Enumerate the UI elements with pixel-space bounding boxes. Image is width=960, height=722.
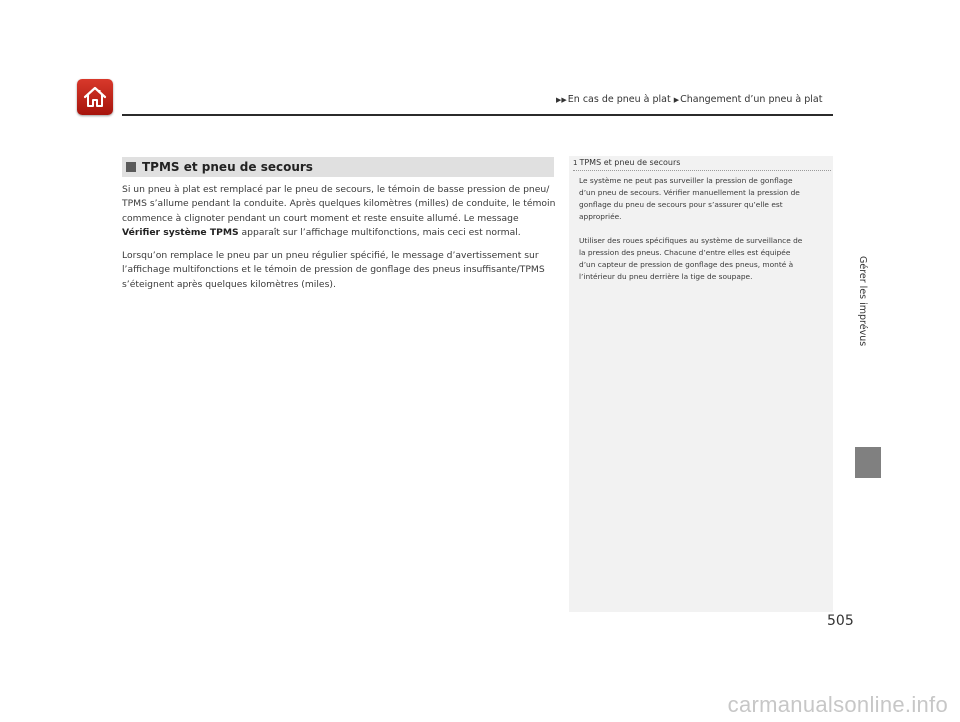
sidebar-divider [573, 170, 831, 171]
breadcrumb-arrow-icon: ▶ [673, 95, 680, 104]
breadcrumb-arrow-icon: ▶▶ [556, 95, 567, 104]
sidebar-heading [573, 158, 680, 167]
home-icon [82, 85, 108, 109]
body-paragraph [122, 183, 558, 241]
sidebar-heading-text: TPMS et pneu de secours [579, 158, 681, 167]
sidebar-paragraph: Utiliser des roues spécifiques au système de surveillance de la pression des pneus. Chacune d’entre elles est équipée d’un capteur de pression de gonflage des pneus, monté à l’intérieur du pneu derrière la tige de soupape. [579, 236, 803, 281]
section-header [122, 157, 554, 177]
side-tab-marker[interactable] [855, 447, 881, 478]
message-label: Vérifier système TPMS [122, 227, 239, 239]
sidebar-paragraph: Le système ne peut pas surveiller la pression de gonflage d’un pneu de secours. Vérifier manuellement la pression de gonflage du pneu de secours pour s’assurer qu’elle est appropriée. [579, 176, 800, 221]
breadcrumb [556, 94, 822, 105]
side-tab-label: Gérer les imprévus [857, 256, 868, 347]
body-text-segment: apparaît sur l’affichage multifonctions, mais ceci est normal. [238, 227, 521, 239]
body-text-segment: Si un pneu à plat est remplacé par le pneu de secours, le témoin de basse pression de pneu/ TPMS s’allume pendant la conduite. Après quelques kilomètres (milles) de conduite, le témoin commence à clignoter pendant un court moment et reste ensuite allumé. Le message [122, 184, 556, 224]
section-square-icon [126, 162, 136, 172]
watermark [0, 688, 960, 722]
breadcrumb-item[interactable]: Changement d’un pneu à plat [680, 94, 823, 105]
header-divider [122, 114, 833, 116]
body-paragraph: Lorsqu’on remplace le pneu par un pneu régulier spécifié, le message d’avertissement sur l’affichage multifonctions et le témoin de pression de gonflage des pneus insuffisante/TPMS s’éteignent après quelques kilomètres (miles). [122, 250, 545, 290]
page-number: 505 [827, 613, 854, 629]
breadcrumb-item[interactable]: En cas de pneu à plat [567, 94, 671, 105]
home-button[interactable] [77, 79, 113, 115]
sidebar-note [569, 156, 833, 612]
watermark-text: carmanualsonline.info [727, 692, 948, 717]
section-title: TPMS et pneu de secours [142, 160, 313, 174]
note-marker-icon: 1 [573, 158, 578, 167]
